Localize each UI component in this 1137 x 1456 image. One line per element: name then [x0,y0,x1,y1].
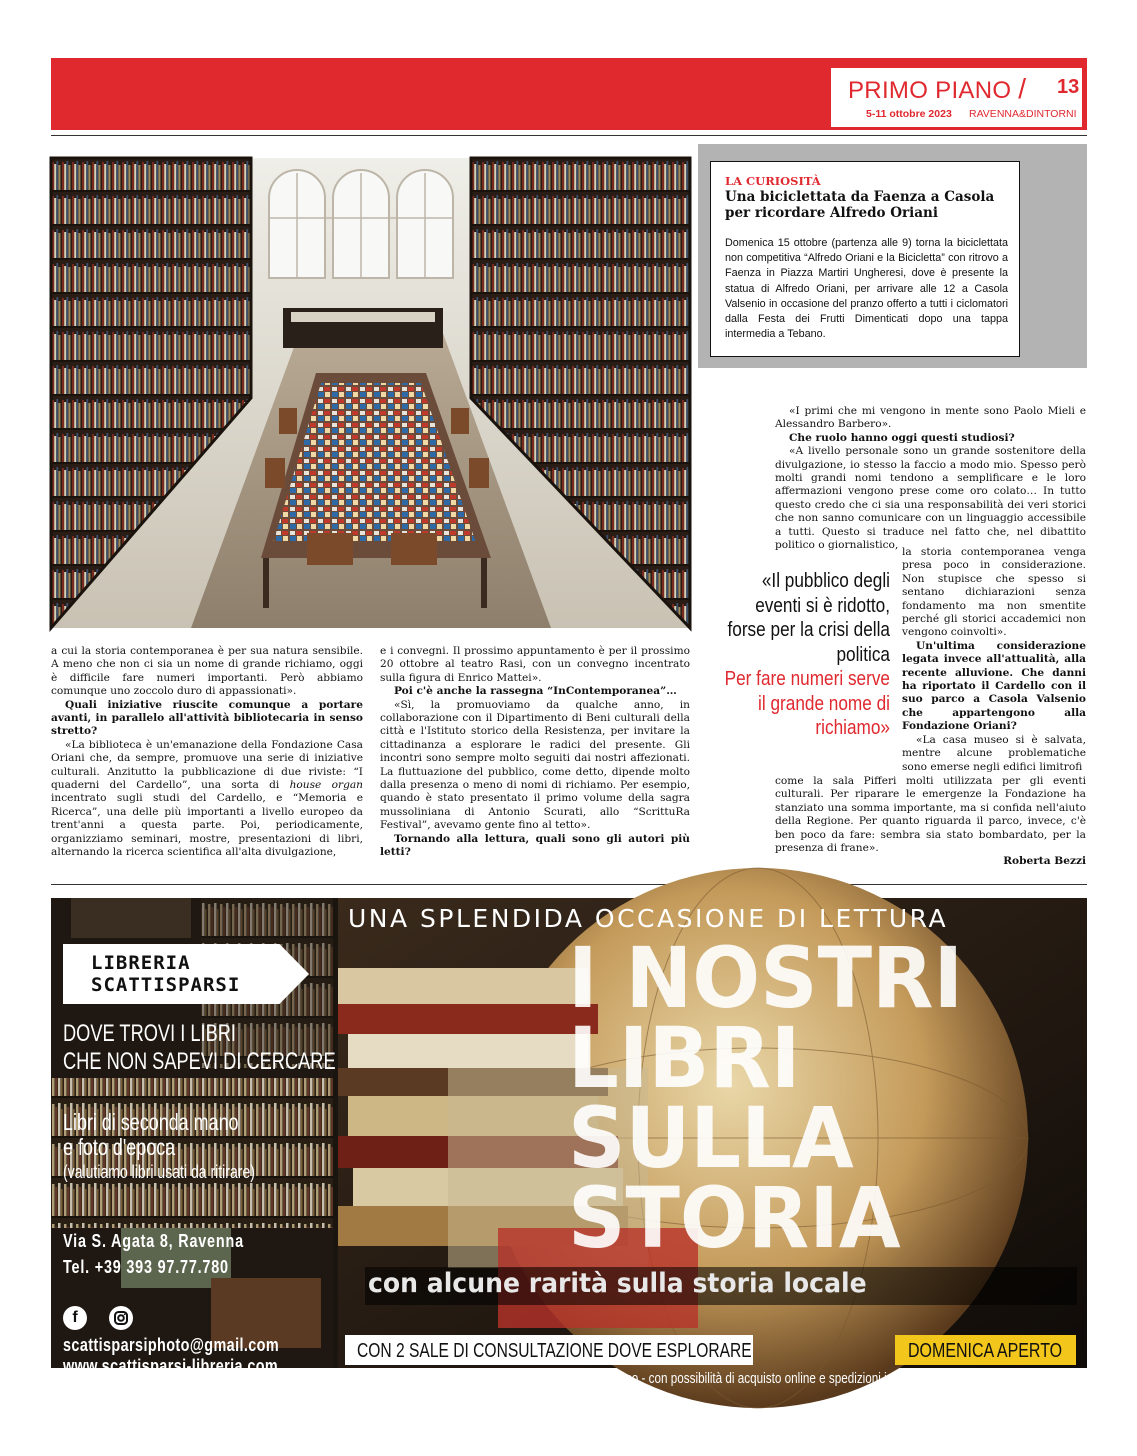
curiosity-title: Una biciclettata da Faenza a Casola per ricordare Alfredo Oriani [725,189,995,221]
interview-question: Quali iniziative riuscite comunque a portare avanti, in parallelo all'attività bibliotecaria in senso stretto? [51,698,363,738]
instagram-icon[interactable] [109,1306,133,1330]
curiosity-body: Domenica 15 ottobre (partenza alle 9) torna la biciclettata non competitiva “Alfredo Oriani e la Bicicletta” con ritrovo a Faenza in Piazza Martiri Ungheresi, dove è presente la statua di Alfredo Oriani, per arrivare alle 12 a Casola Valsenio in occasione del pranzo offerto a tutti i ciclomatori dalla Festa dei Frutti Dimenticati dopo una tappa intermedia a Tebano. [725,237,1008,341]
ad-subtitle: con alcune rarità sulla storia locale [368,1268,867,1299]
pull-quote-highlight: Per fare numeri serve il grande nome di richiamo» [724,668,890,739]
interview-question: Un'ultima considerazione legata invece all'attualità, alla recente alluvione. Che danni ha riportato il Cardello con il suo parco a Casola Valsenio che appartengono alla Fondazione Oriani? [902,639,1086,733]
section-title: PRIMO PIANO / [848,73,1027,104]
interview-question: Che ruolo hanno oggi questi studiosi? [789,431,1015,444]
curiosity-kicker: LA CURIOSITÀ [725,174,821,188]
article-paragraph: la storia contemporanea venga presa poco in considerazione. Non stupisce che spesso si sentano dichiarazioni senza fondamento ma non smentite perché gli storici accademici non vengono coinvolti». [902,546,1086,639]
ad-left-panel [51,898,336,1376]
article-column-3-bottom [775,775,1086,869]
bookstore-logo: LIBRERIA SCATTISPARSI [91,952,241,996]
article-column-1 [51,645,363,860]
article-paragraph: a cui la storia contemporanea è per sua natura sensibile. A meno che non ci sia un nome di grande richiamo, oggi è difficile fare numeri importanti. Però abbiamo comunque uno zoccolo duro di appassionati». [51,645,363,698]
header-rule [51,135,1087,136]
ad-website-link[interactable]: www.scattisparsi-libreria.com [63,1356,279,1376]
ad-phone: Tel. +39 393 97.77.780 [63,1257,229,1277]
article-paragraph: «I primi che mi vengono in mente sono Paolo Mieli e Alessandro Barbero». [775,405,1086,431]
issue-date: 5-11 ottobre 2023 [866,108,952,120]
ad-open-text: DOMENICA APERTO [908,1340,1063,1362]
ad-email-link[interactable]: scattisparsiphoto@gmail.com [63,1335,280,1355]
article-paragraph: «La biblioteca è un'emanazione della Fondazione Casa Oriani che, da sempre, promuove una serie di iniziative culturali. Anzitutto la pubblicazione di due riviste: “I quaderni del Cardello”, una sorta di house organ incentrato sugli studi del Cardello, e “Memoria e Ricerca”, una delle più importanti a livello europeo da trent'anni a questa parte. Poi, periodicamente, organizziamo seminari, mostre, presentazioni di libri, alternando la ricerca scientifica all'alta divulgazione, [51,738,363,859]
bookstore-advertisement [51,898,1087,1387]
interview-question: Poi c'è anche la rassegna “InContemporanea”… [394,685,677,698]
article-paragraph: e i convegni. Il prossimo appuntamento è per il prossimo 20 ottobre al teatro Rasi, con un convegno incentrato sulla figura di Enrico Mattei». [380,645,690,684]
article-column-2 [380,645,690,860]
ad-contact [63,1228,244,1280]
article-paragraph: come la sala Pifferi molti utilizzata per gli eventi culturali. Per riparare le emergenze la Fondazione ha stanziato una somma importante, ma si confida nell'aiuto della Regione. Per quanto riguarda il parco, invece, c'è ben poco da fare: sembra sia stato bombardato, per la presenza di frane». [775,775,1086,855]
author-signature: Roberta Bezzi [1003,855,1086,868]
ad-headline-top: UNA SPLENDIDA OCCASIONE DI LETTURA [348,904,949,933]
facebook-icon[interactable]: f [63,1306,87,1330]
pull-quote [722,569,890,741]
ad-opening-hours: Tutti i giorni 09.30-13.00/15.30-20.00 - Mercoledì chiuso - con possibilità di acquisto online e spedizioni in tutta Italia [348,1370,948,1387]
pull-quote-text: «Il pubblico degli eventi si è ridotto, forse per la crisi della politica [727,570,890,666]
article-column-3-narrow [902,546,1086,774]
section-rule [51,884,1087,885]
ad-rooms-text: CON 2 SALE DI CONSULTAZIONE DOVE ESPLORARE [357,1340,752,1362]
ad-tagline: DOVE TROVI I LIBRI CHE NON SAPEVI DI CERCARE [63,1020,336,1075]
article-paragraph: «La casa museo si è salvata, mentre alcune problematiche sono emerse negli edifici limitrofi [902,733,1086,773]
publication-name: RAVENNA&DINTORNI [969,108,1077,120]
ad-right-panel [338,898,1087,1387]
page-number: 13 [1057,76,1080,98]
ad-main-title: I NOSTRI LIBRI SULLA STORIA [568,929,964,1267]
interview-question: Tornando alla lettura, quali sono gli autori più letti? [380,832,690,859]
article-paragraph: «Sì, la promuoviamo da qualche anno, in collaborazione con il Dipartimento di Beni culturali della città e l'Istituto storico della Resistenza, per invitare la cittadinanza a esplorare le radici del presente. Gli incontri sono sempre molto seguiti dai nostri affezionati. La fluttuazione del pubblico, come detto, dipende molto dalla presenza o meno di nomi di richiamo. Per esempio, quando è stato presentato il primo volume della sagra mussoliniana di Antonio Scurati, allo “ScrittuRa Festival”, avevamo gente fino al tetto». [380,698,690,832]
library-reading-room-photo [51,158,690,628]
ad-offer: Libri di seconda mano e foto d'epoca (valutiamo libri usati da ritirare) [63,1109,255,1182]
article-column-3 [775,405,1086,552]
ad-address: Via S. Agata 8, Ravenna [63,1231,244,1251]
article-paragraph: «A livello personale sono un grande sostenitore della divulgazione, io stesso la faccio a modo mio. Spesso però molti grandi nomi tendono a semplificare e le loro affermazioni vengono prese come oro colato… In tutto questo credo che ci sia una responsabilità dei veri storici che non sanno comunicare con un linguaggio accessibile a tutti. Questo si traduce nel fatto che, nel dibattito politico o giornalistico, [775,445,1086,552]
